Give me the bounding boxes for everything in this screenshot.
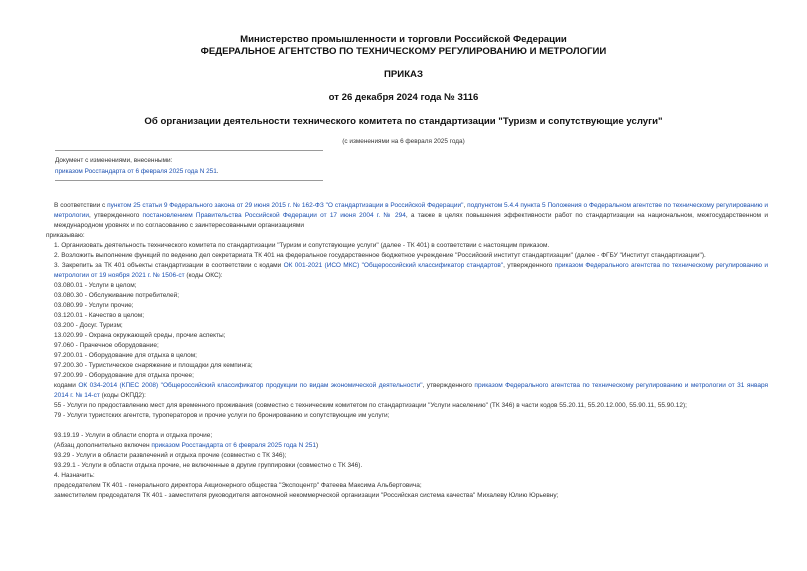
list-item: 97.200.01 - Оборудование для отдыха в целом; [54,352,197,359]
amending-doc-link[interactable]: приказом Росстандарта от 6 февраля 2025 года N 251 [55,168,217,175]
list-item: 13.020.99 - Охрана окружающей среды, прочие аспекты; [54,332,226,339]
extra-code-list [46,431,768,501]
regulation-link[interactable]: подпунктом 5.4.4 пункта 5 Положения о Федеральном агентстве по техническому регулированию и метрологии [54,202,769,219]
list-item: 93.29 - Услуги в области развлечений и отдыха прочие (совместно с ТК 346); [54,452,287,459]
item-1: 1. Организовать деятельность технического комитета по стандартизации "Туризм и сопутствующие услуги" (далее - ТК 401) в соответствии с настоящим приказом. [54,242,550,249]
list-item: 03.080.01 - Услуги в целом; [54,282,137,289]
amendment-link[interactable]: приказом Росстандарта от 6 февраля 2025 года N 251 [151,442,316,449]
resolution-link[interactable]: постановлением Правительства Российской Федерации от 17 июня 2004 г. № 294 [142,212,406,219]
separator-top [55,150,323,151]
list-item: 03.080.99 - Услуги прочие; [54,302,134,309]
list-item: заместителем председателя ТК 401 - заместителя руководителя автономной некоммерческой организации "Российская система качества" Михалеву Юлию Юрьевну; [54,492,559,499]
list-item: 97.200.30 - Туристическое снаряжение и площадки для кемпинга; [54,362,253,369]
spacer [46,421,768,431]
okpd-order-link[interactable]: приказом Федерального агентства по техническому регулированию и метрологии от 31 января 2014 г. № 14-ст [54,382,769,399]
amending-doc-label: Документ с изменениями, внесенными: [55,157,173,164]
item-4: 4. Назначить: [54,472,95,479]
item-2: 2. Возложить выполнение функций по ведению дел секретариата ТК 401 на федеральное государственное бюджетное учреждение "Российский институт стандартизации" (далее - ФГБУ "Институт стандартизации"). [54,252,706,259]
intro-paragraph: В соответствии с пунктом 25 статьи 9 Федерального закона от 29 июня 2015 г. № 162-ФЗ "О стандартизации в Российской Федерации", подпунктом 5.4.4 пункта 5 Положения о Федеральном агентстве по техническому регулированию и метрологии, утвержденного постановлением Правительства Российской Федерации от 17 июня 2004 г. № 294, а также в целях повышения эффективности работ по стандартизации на национальном, межгосударственном и международном уровнях и по согласованию с заинтересованными организациями [54,202,769,229]
order-word: приказываю: [46,232,85,239]
document-title: Об организации деятельности технического комитета по стандартизации "Туризм и сопутствующие услуги" [144,116,663,127]
list-item: 55 - Услуги по предоставлению мест для временного проживания (совместно с техническим комитетом по стандартизации "Услуги населению" (ТК 346) в части кодов 55.20.11, 55.20.12.000, 55.90.11, 55.90.12); [54,402,687,409]
okpd-code-list [46,401,768,421]
doc-type-heading: ПРИКАЗ [384,69,423,80]
list-item: 97.060 - Прачечное оборудование; [54,342,159,349]
okpd-paragraph: кодами ОК 034-2014 (КПЕС 2008) "Общероссийский классификатор продукции по видам экономической деятельности", утвержденного приказом Федерального агентства по техническому регулированию и метрологии от 31 января 2014 г. № 14-ст (коды ОКПД2): [54,382,769,399]
list-item: 03.120.01 - Качество в целом; [54,312,145,319]
law-link[interactable]: пунктом 25 статьи 9 Федерального закона от 29 июня 2015 г. № 162-ФЗ "О стандартизации в Российской Федерации" [107,202,464,209]
ministry-heading: Министерство промышленности и торговли Российской Федерации [240,34,567,45]
okpd-classifier-link[interactable]: ОК 034-2014 (КПЕС 2008) "Общероссийский классификатор продукции по видам экономической деятельности" [78,382,423,389]
list-item: 03.200 - Досуг. Туризм; [54,322,123,329]
oks-order-link[interactable]: приказом Федерального агентства по техническому регулированию и метрологии от 19 ноября 2021 г. № 1506-ст [54,262,768,279]
amendment-note: (Абзац дополнительно включен приказом Росстандарта от 6 февраля 2025 года N 251) [54,442,319,449]
list-item: 97.200.99 - Оборудование для отдыха прочее; [54,372,194,379]
document-body [46,201,768,501]
changes-note: (с изменениями на 6 февраля 2025 года) [342,138,465,145]
list-item: 93.29.1 - Услуги в области отдыха прочие, не включенные в другие группировки (совместно с ТК 346). [54,462,363,469]
oks-classifier-link[interactable]: ОК 001-2021 (ИСО МКС) "Общероссийский классификатор стандартов" [283,262,504,269]
list-item: 93.19.19 - Услуги в области спорта и отдыха прочие; [54,432,213,439]
oks-code-list [46,281,768,381]
item-3: 3. Закрепить за ТК 401 объекты стандартизации в соответствии с кодами ОК 001-2021 (ИСО МКС) "Общероссийский классификатор стандартов", утвержденного приказом Федерального агентства по техническому регулированию и метрологии от 19 ноября 2021 г. № 1506-ст (коды ОКС): [54,262,768,279]
list-item: 79 - Услуги туристских агентств, туроператоров и прочие услуги по бронированию и сопутствующие им услуги; [54,412,390,419]
amending-doc-line: приказом Росстандарта от 6 февраля 2025 года N 251. [55,168,219,175]
agency-heading: ФЕДЕРАЛЬНОЕ АГЕНТСТВО ПО ТЕХНИЧЕСКОМУ РЕГУЛИРОВАНИЮ И МЕТРОЛОГИИ [200,46,607,57]
separator-bottom [55,180,323,181]
list-item: председателем ТК 401 - генерального директора Акционерного общества "Экспоцентр" Фатеева Максима Альбертовича; [54,482,422,489]
doc-date: от 26 декабря 2024 года № 3116 [328,92,479,103]
list-item: 03.080.30 - Обслуживание потребителей; [54,292,180,299]
